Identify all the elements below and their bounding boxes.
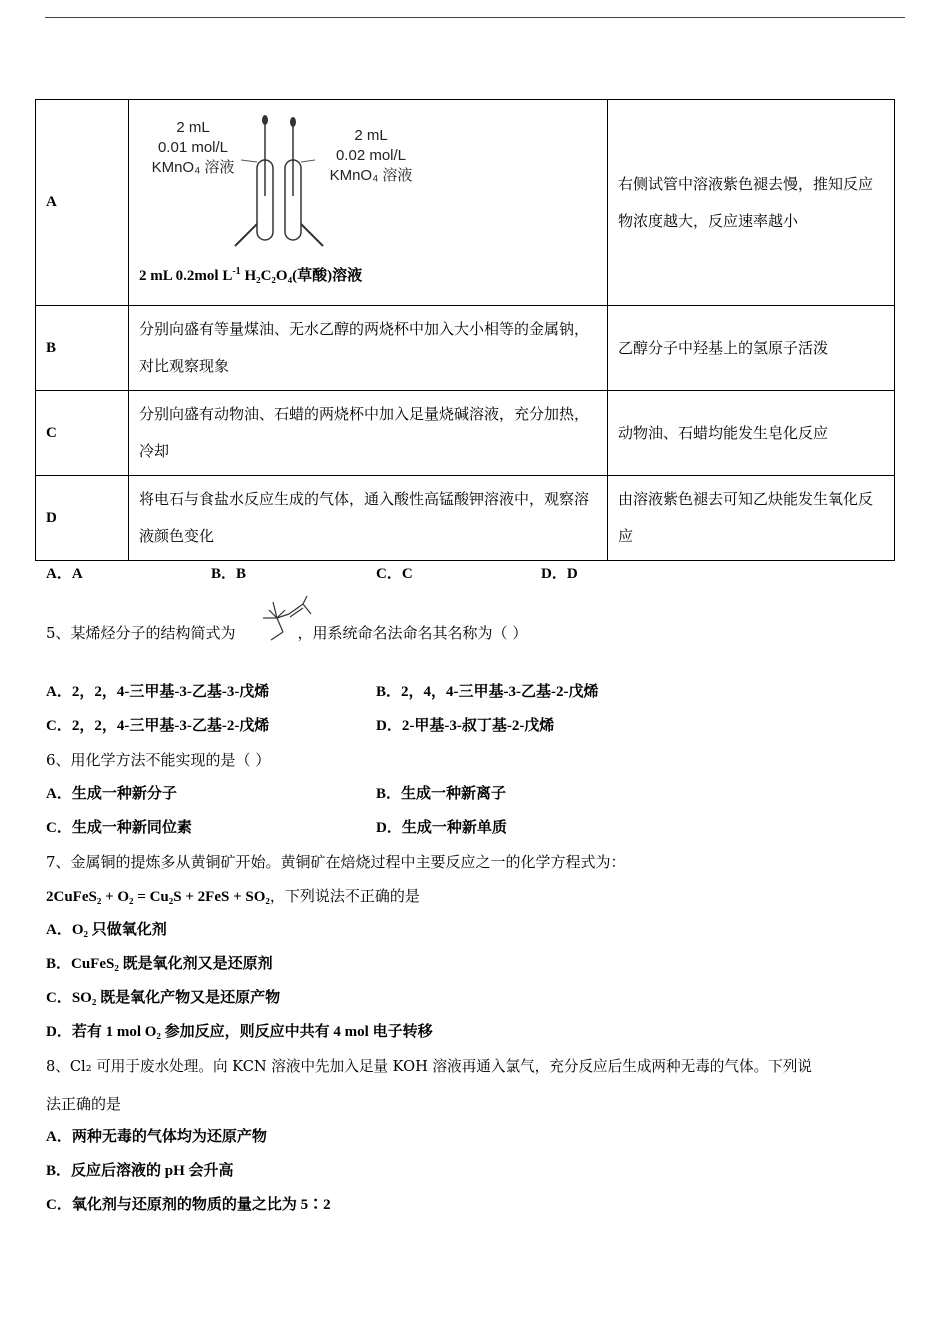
operation-cell	[129, 100, 608, 306]
q6-option-d[interactable]: D．生成一种新单质	[376, 820, 507, 836]
q7-option-c[interactable]: C．SO₂ 既是氧化产物又是还原产物	[46, 990, 281, 1006]
right-volume: 2 mL	[354, 127, 388, 144]
q4-option-b[interactable]: B．B	[211, 566, 247, 582]
right-reagent: KMnO₄ 溶液	[329, 167, 413, 184]
operation-cell: 将电石与食盐水反应生成的气体，通入酸性高锰酸钾溶液中，观察溶液颜色变化	[129, 476, 608, 561]
q7-equation: 2CuFeS₂ + O₂ = Cu₂S + 2FeS + SO₂	[46, 889, 270, 905]
table-row	[36, 391, 895, 476]
q4-option-a[interactable]: A．A	[46, 566, 83, 582]
operation-cell: 分别向盛有动物油、石蜡的两烧杯中加入足量烧碱溶液，充分加热，冷却	[129, 391, 608, 476]
left-volume: 2 mL	[176, 119, 210, 136]
q5-option-d[interactable]: D．2-甲基-3-叔丁基-2-戊烯	[376, 718, 555, 734]
q8-option-b[interactable]: B．反应后溶液的 pH 会升高	[46, 1163, 234, 1179]
table-row	[36, 100, 895, 306]
table-row	[36, 306, 895, 391]
q7-option-a[interactable]: A．O₂ 只做氧化剂	[46, 922, 167, 938]
experiment-table	[35, 99, 895, 561]
q5-stem: 5、某烯烃分子的结构简式为 ，用系统命名法命名其名称为（ ）	[46, 624, 528, 642]
q5-option-a[interactable]: A．2，2，4-三甲基-3-乙基-3-戊烯	[46, 684, 270, 700]
right-conc: 0.02 mol/L	[335, 147, 407, 164]
figure-caption: 2 mL 0.2mol $L^{-1}$ H₂C₂O₄(草酸)溶液	[139, 266, 363, 284]
q7-option-b[interactable]: B．CuFeS₂ 既是氧化剂又是还原剂	[46, 956, 273, 972]
row-label: B	[36, 306, 129, 391]
q4-option-c[interactable]: C．C	[376, 566, 413, 582]
conclusion-cell: 乙醇分子中羟基上的氢原子活泼	[608, 306, 895, 391]
left-reagent: KMnO₄ 溶液	[151, 159, 235, 176]
left-conc: 0.01 mol/L	[157, 139, 229, 156]
q8-stem-line2: 法正确的是	[46, 1095, 122, 1113]
q7-equation-line: 2CuFeS₂ + O₂ = Cu₂S + 2FeS + SO₂，下列说法不正确的是	[46, 887, 420, 905]
q8-option-c[interactable]: C．氧化剂与还原剂的物质的量之比为 5∶2	[46, 1197, 331, 1213]
q6-option-c[interactable]: C．生成一种新同位素	[46, 820, 192, 836]
conclusion-cell: 由溶液紫色褪去可知乙炔能发生氧化反应	[608, 476, 895, 561]
q5-option-c[interactable]: C．2，2，4-三甲基-3-乙基-2-戊烯	[46, 718, 270, 734]
q6-option-a[interactable]: A．生成一种新分子	[46, 786, 177, 802]
operation-cell: 分别向盛有等量煤油、无水乙醇的两烧杯中加入大小相等的金属钠，对比观察现象	[129, 306, 608, 391]
q7-stem: 7、金属铜的提炼多从黄铜矿开始。黄铜矿在焙烧过程中主要反应之一的化学方程式为：	[46, 853, 626, 871]
q5-option-b[interactable]: B．2，4，4-三甲基-3-乙基-2-戊烯	[376, 684, 599, 700]
test-tube-figure	[139, 100, 597, 260]
conclusion-cell: 动物油、石蜡均能发生皂化反应	[608, 391, 895, 476]
row-label: C	[36, 391, 129, 476]
q8-option-a[interactable]: A．两种无毒的气体均为还原产物	[46, 1129, 267, 1145]
q8-stem-line1: 8、Cl₂ 可用于废水处理。向 KCN 溶液中先加入足量 KOH 溶液再通入氯气，充分反应后生成两种无毒的气体。下列说	[46, 1058, 812, 1075]
row-label: D	[36, 476, 129, 561]
conclusion-cell: 右侧试管中溶液紫色褪去慢，推知反应物浓度越大，反应速率越小	[608, 100, 895, 306]
row-label: A	[36, 100, 129, 306]
header-rule	[45, 17, 905, 18]
table-row	[36, 476, 895, 561]
q6-option-b[interactable]: B．生成一种新离子	[376, 786, 507, 802]
q7-option-d[interactable]: D．若有 1 mol O₂ 参加反应，则反应中共有 4 mol 电子转移	[46, 1024, 433, 1040]
q6-stem: 6、用化学方法不能实现的是（ ）	[46, 751, 271, 769]
skeletal-formula-icon	[255, 596, 315, 646]
q4-option-d[interactable]: D．D	[541, 566, 578, 582]
